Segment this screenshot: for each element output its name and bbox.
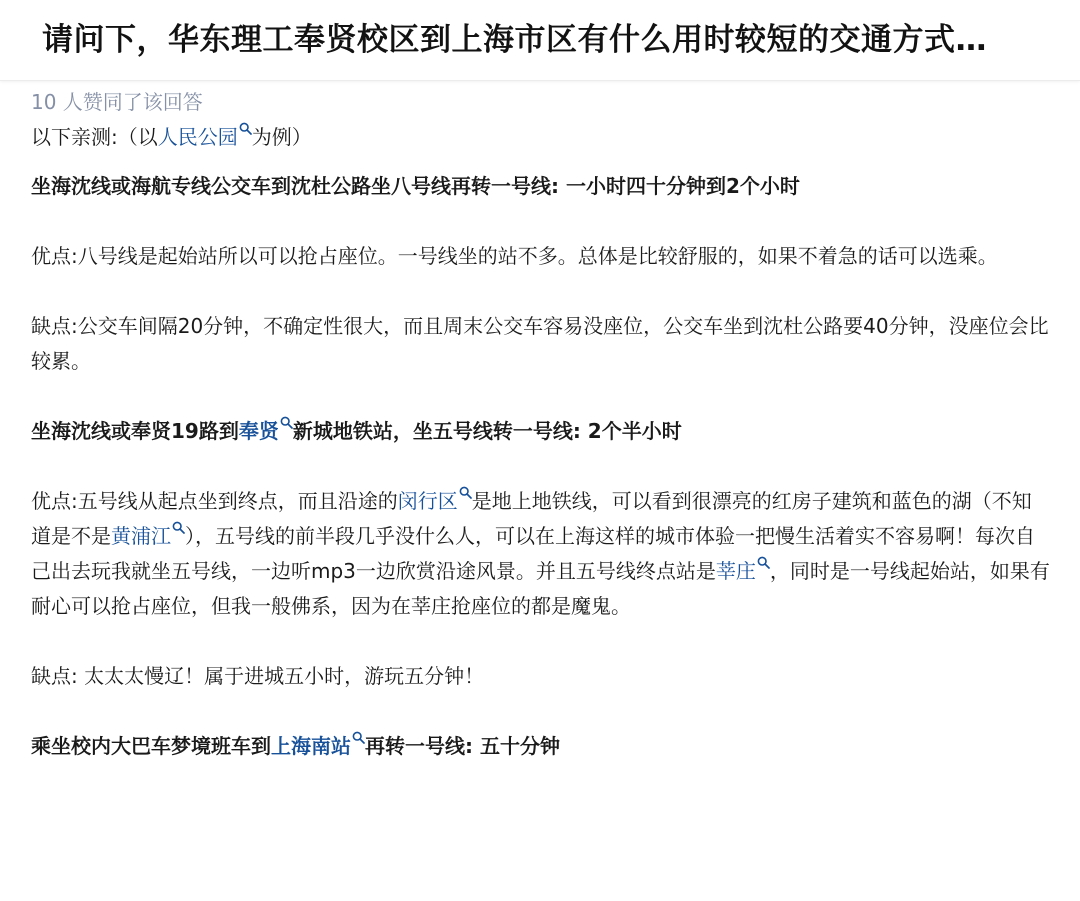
route2-pros-part1: 优点:五号线从起点坐到终点，而且沿途的 — [31, 489, 398, 513]
route3-heading-after: 再转一号线: 五十分钟 — [365, 734, 560, 758]
route2-pros-part4: ，同时是一号线起始站，如果有耐心可以抢占座位，但我一般佛系，因为在莘庄抢座位的都是魔鬼。 — [31, 559, 1050, 618]
route1-pros: 优点:八号线是起始站所以可以抢占座位。一号线坐的站不多。总体是比较舒服的，如果不着急的话可以选乘。 — [31, 244, 998, 268]
intro-text-before: 以下亲测:（以 — [31, 125, 158, 149]
route2-heading — [31, 414, 1051, 449]
vote-count: 10 人赞同了该回答 — [31, 90, 203, 114]
search-icon — [352, 731, 365, 744]
route2-pros-part2: 是地上地铁线，可以看到很漂亮的红房子建筑和蓝色的湖（不知道是不是 — [31, 489, 1032, 548]
search-link-renmin-park[interactable] — [158, 125, 252, 149]
search-icon — [757, 556, 770, 569]
search-link-label[interactable]: 上海南站 — [271, 734, 351, 758]
search-icon — [239, 122, 252, 135]
search-link-label[interactable]: 奉贤 — [238, 419, 279, 443]
search-icon — [172, 521, 185, 534]
search-icon — [459, 486, 472, 499]
route3-heading — [31, 729, 1051, 764]
route1-heading: 坐海沈线或海航专线公交车到沈杜公路坐八号线再转一号线: 一小时四十分钟到2个小时 — [31, 174, 800, 198]
route2-heading-after: 新城地铁站，坐五号线转一号线: 2个半小时 — [292, 419, 682, 443]
route2-pros-part3: ），五号线的前半段几乎没什么人，可以在上海这样的城市体验一把慢生活着实不容易啊！每次自己出去玩我就坐五号线，一边听mp3一边欣赏沿途风景。并且五号线终点站是 — [31, 524, 1035, 583]
search-link-shanghai-south-station[interactable] — [271, 734, 365, 758]
search-link-label[interactable]: 闵行区 — [397, 489, 458, 513]
route1-cons: 缺点:公交车间隔20分钟，不确定性很大，而且周末公交车容易没座位，公交车坐到沈杜公路要40分钟，没座位会比较累。 — [31, 314, 1049, 373]
search-icon — [280, 416, 293, 429]
intro-text-after: 为例） — [251, 125, 312, 149]
search-link-fengxian[interactable] — [239, 419, 293, 443]
answer-content — [31, 86, 1051, 764]
question-title[interactable]: 请问下，华东理工奉贤校区到上海市区有什么用时较短的交通方式… — [42, 22, 987, 58]
search-link-label[interactable]: 人民公园 — [157, 125, 238, 149]
search-link-label[interactable]: 莘庄 — [715, 559, 756, 583]
search-link-minhang[interactable] — [398, 489, 472, 513]
intro-paragraph — [31, 120, 1051, 155]
route2-heading-before: 坐海沈线或奉贤19路到 — [31, 419, 239, 443]
route3-heading-before: 乘坐校内大巴车梦境班车到 — [31, 734, 271, 758]
search-link-label[interactable]: 黄浦江 — [111, 524, 171, 548]
route2-pros — [31, 484, 1051, 624]
question-header — [0, 0, 1080, 81]
search-link-huangpu-river[interactable] — [111, 524, 185, 548]
route2-cons: 缺点: 太太太慢辽！属于进城五小时，游玩五分钟！ — [31, 664, 485, 688]
search-link-xinzhuang[interactable] — [716, 559, 770, 583]
